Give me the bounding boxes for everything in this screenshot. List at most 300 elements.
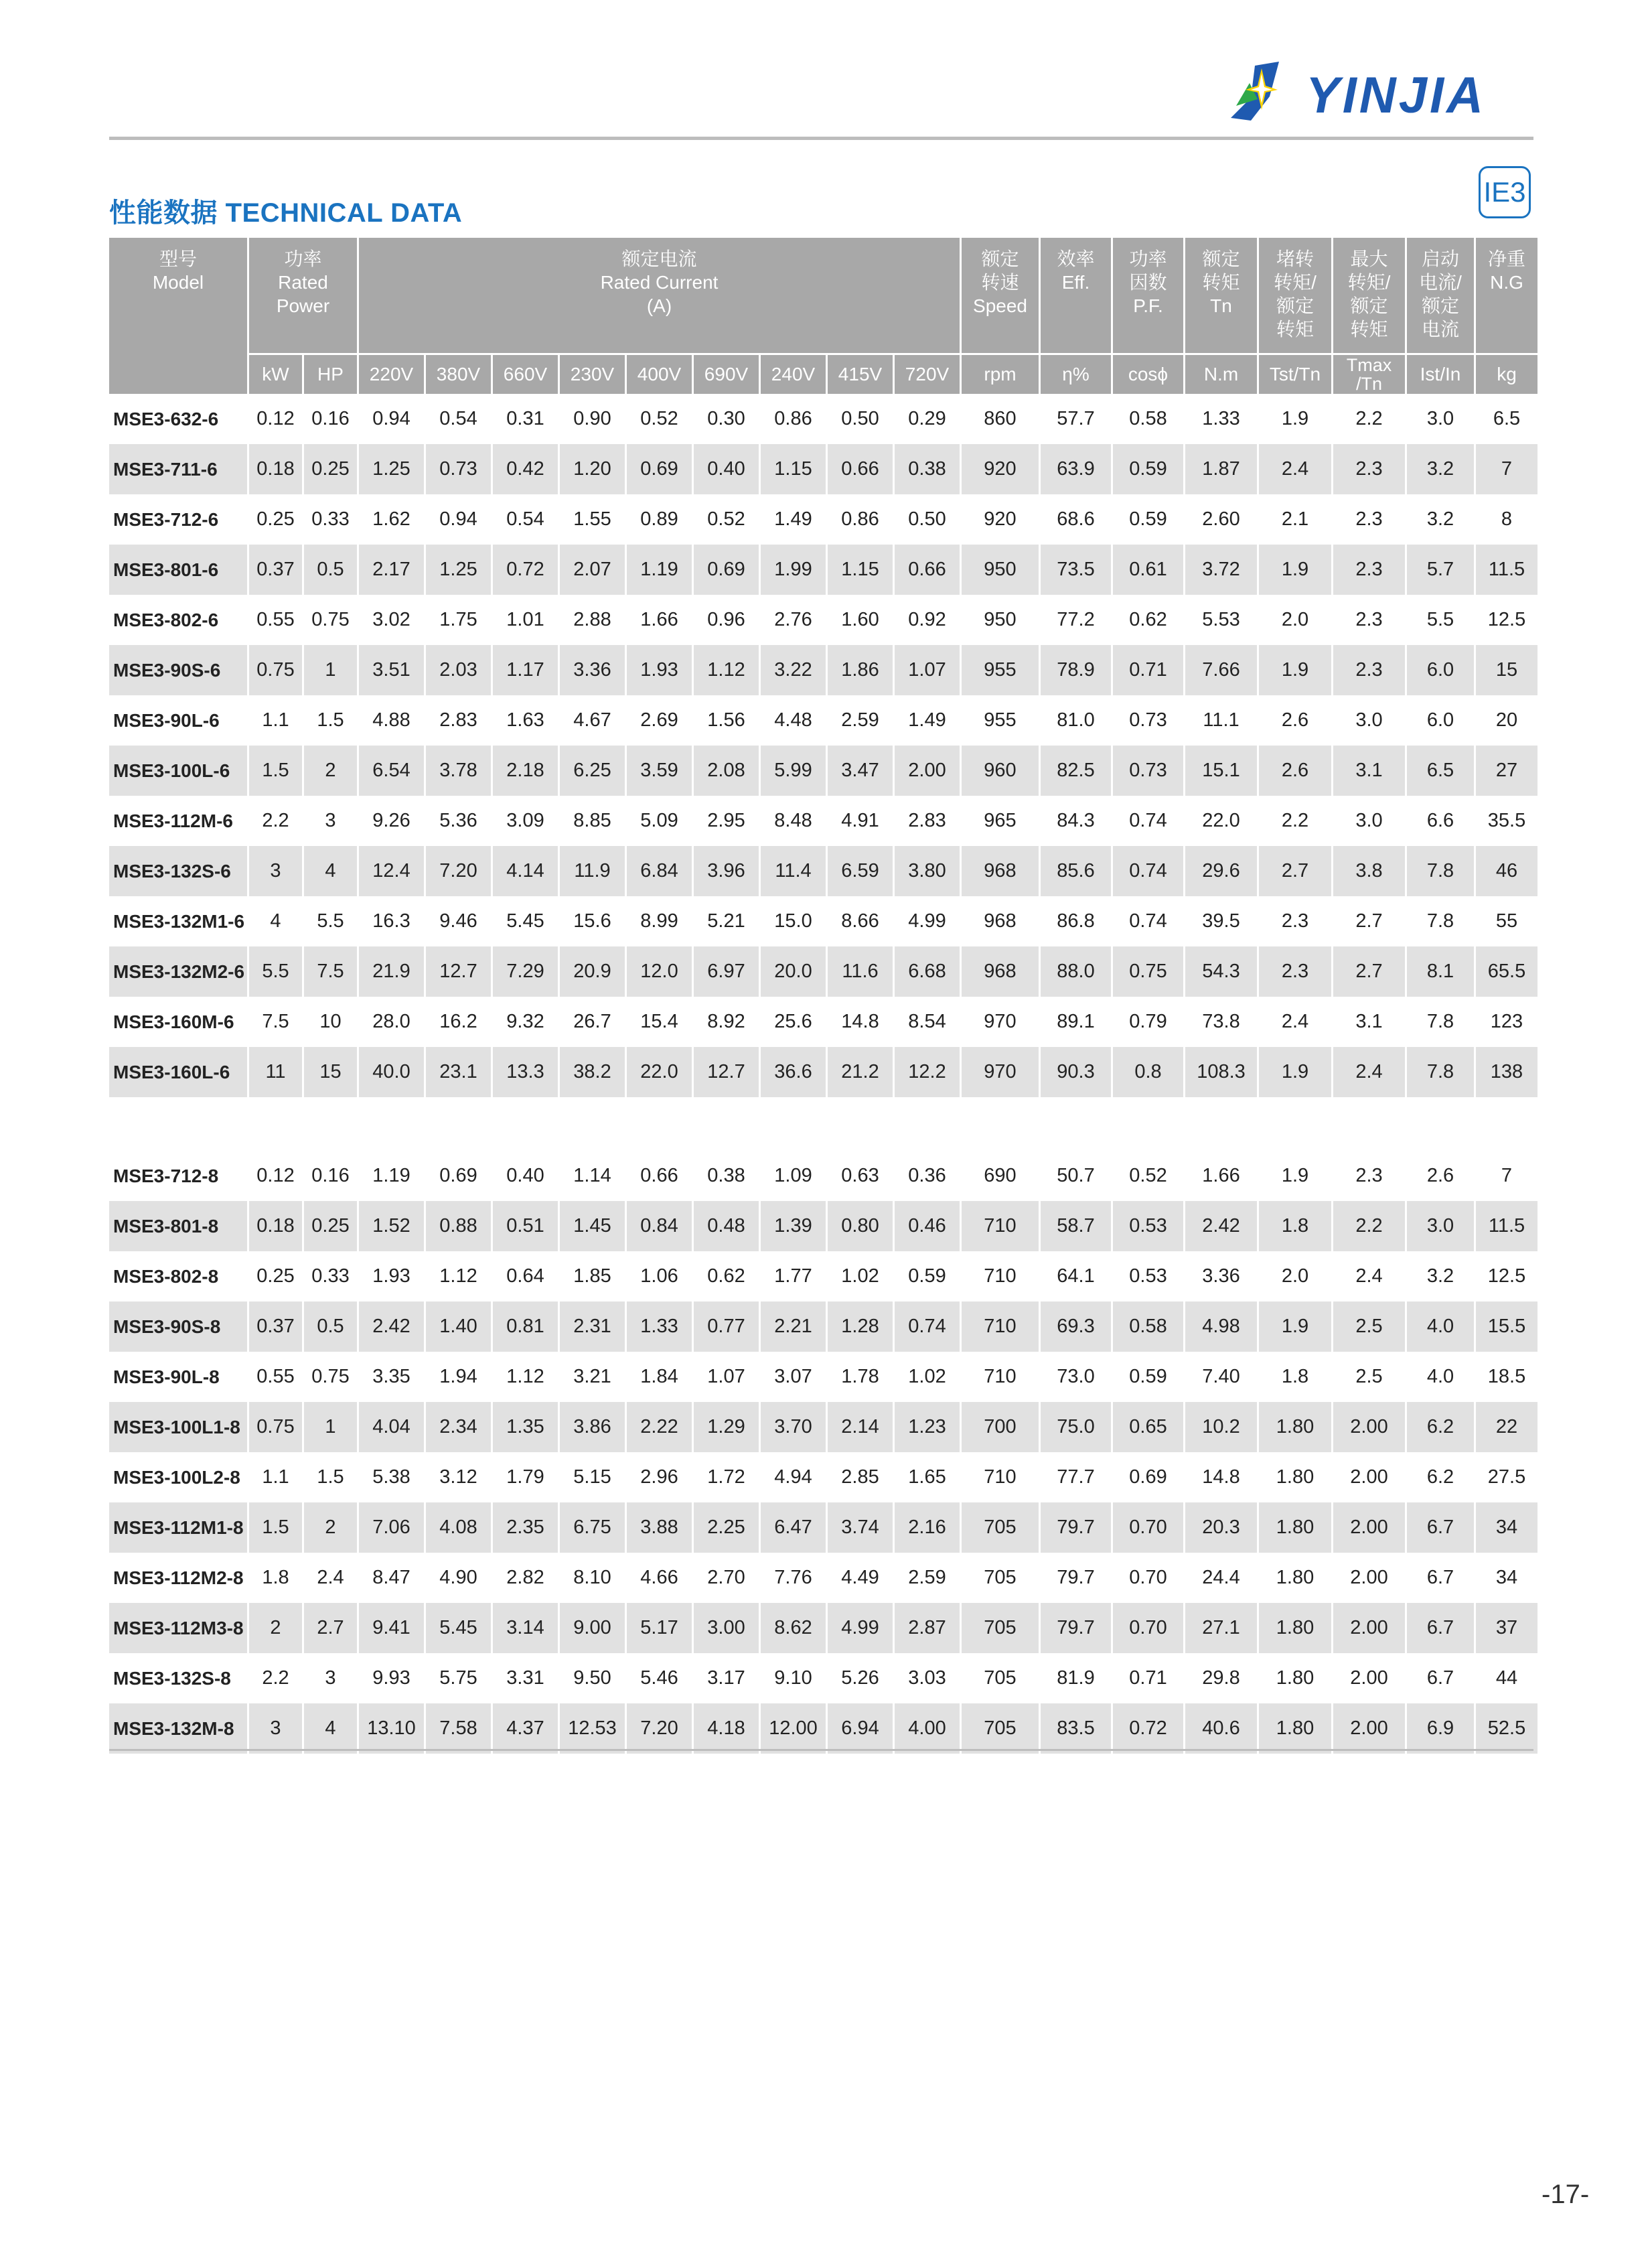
- value-cell: 1.62: [359, 494, 426, 545]
- value-cell: 0.62: [1113, 595, 1185, 645]
- value-cell: 2.00: [1333, 1703, 1407, 1754]
- value-cell: 65.5: [1476, 946, 1537, 997]
- logo-mark-icon: [1231, 62, 1279, 121]
- value-cell: 36.6: [761, 1047, 828, 1097]
- value-cell: 10.2: [1185, 1402, 1259, 1452]
- value-cell: 69.3: [1041, 1301, 1113, 1352]
- model-cell: MSE3-100L2-8: [109, 1452, 249, 1502]
- value-cell: 2.5: [1333, 1301, 1407, 1352]
- value-cell: 6.47: [761, 1502, 828, 1553]
- model-cell: MSE3-90L-8: [109, 1352, 249, 1402]
- value-cell: 20.0: [761, 946, 828, 997]
- value-cell: 0.88: [426, 1201, 493, 1251]
- value-cell: 0.16: [304, 1151, 359, 1201]
- header-torque: 额定 转矩 Tn: [1185, 238, 1259, 353]
- value-cell: 9.46: [426, 896, 493, 946]
- value-cell: 6.7: [1407, 1553, 1476, 1603]
- value-cell: 1.19: [359, 1151, 426, 1201]
- value-cell: 0.75: [249, 645, 304, 695]
- value-cell: 6.5: [1407, 746, 1476, 796]
- value-cell: 0.73: [1113, 746, 1185, 796]
- value-cell: 1.15: [828, 545, 895, 595]
- model-cell: MSE3-132S-6: [109, 846, 249, 896]
- value-cell: 2.17: [359, 545, 426, 595]
- value-cell: 73.5: [1041, 545, 1113, 595]
- value-cell: 0.50: [828, 394, 895, 444]
- table-row: [109, 1352, 1537, 1402]
- value-cell: 11.1: [1185, 695, 1259, 746]
- header-max-torque: 最大 转矩/ 额定 转矩: [1333, 238, 1407, 353]
- value-cell: 3: [249, 1703, 304, 1754]
- value-cell: 79.7: [1041, 1502, 1113, 1553]
- value-cell: 1.5: [249, 746, 304, 796]
- value-cell: 0.75: [249, 1402, 304, 1452]
- value-cell: 0.74: [1113, 796, 1185, 846]
- table-row: [109, 545, 1537, 595]
- value-cell: 2.1: [1259, 494, 1333, 545]
- value-cell: 0.51: [493, 1201, 560, 1251]
- value-cell: 3.72: [1185, 545, 1259, 595]
- model-cell: MSE3-160L-6: [109, 1047, 249, 1097]
- value-cell: 8.1: [1407, 946, 1476, 997]
- value-cell: 2.5: [1333, 1352, 1407, 1402]
- value-cell: 0.75: [304, 595, 359, 645]
- value-cell: 5.5: [249, 946, 304, 997]
- value-cell: 0.66: [627, 1151, 694, 1201]
- model-cell: MSE3-801-6: [109, 545, 249, 595]
- value-cell: 13.3: [493, 1047, 560, 1097]
- value-cell: 1.80: [1259, 1703, 1333, 1754]
- value-cell: 0.42: [493, 444, 560, 494]
- model-cell: MSE3-112M2-8: [109, 1553, 249, 1603]
- model-cell: MSE3-112M-6: [109, 796, 249, 846]
- value-cell: 0.12: [249, 394, 304, 444]
- value-cell: 1.1: [249, 1452, 304, 1502]
- value-cell: 123: [1490, 1011, 1523, 1032]
- value-cell: 11: [249, 1047, 304, 1097]
- value-cell: 4.67: [560, 695, 627, 746]
- value-cell: 25.6: [761, 997, 828, 1047]
- unit-cell: HP: [304, 353, 359, 394]
- value-cell: 3.1: [1333, 746, 1407, 796]
- value-cell: 2.3: [1333, 545, 1407, 595]
- value-cell: 6.2: [1407, 1402, 1476, 1452]
- value-cell: 29.8: [1185, 1653, 1259, 1703]
- value-cell: 2.42: [1185, 1201, 1259, 1251]
- value-cell: 970: [962, 1047, 1041, 1097]
- technical-data-table: [109, 238, 1537, 1754]
- value-cell: 2.7: [1259, 846, 1333, 896]
- value-cell: 3.8: [1333, 846, 1407, 896]
- value-cell: 7.40: [1185, 1352, 1259, 1402]
- unit-cell: cosϕ: [1113, 353, 1185, 394]
- value-cell: 710: [962, 1251, 1041, 1301]
- value-cell: 3.59: [627, 746, 694, 796]
- value-cell: 960: [962, 746, 1041, 796]
- value-cell: 0.37: [249, 1301, 304, 1352]
- yinjia-logo: [1231, 59, 1539, 126]
- value-cell: 2.3: [1259, 896, 1333, 946]
- value-cell: 5.75: [426, 1653, 493, 1703]
- value-cell: 9.41: [359, 1603, 426, 1653]
- value-cell: 138: [1476, 1047, 1537, 1097]
- value-cell: 0.53: [1113, 1201, 1185, 1251]
- value-cell: 3.21: [560, 1352, 627, 1402]
- value-cell: 2.2: [249, 796, 304, 846]
- value-cell: 50.7: [1041, 1151, 1113, 1201]
- value-cell: 0.54: [426, 394, 493, 444]
- value-cell: 10: [304, 997, 359, 1047]
- value-cell: 11.5: [1476, 545, 1537, 595]
- value-cell: 0.72: [493, 545, 560, 595]
- value-cell: 2.87: [895, 1603, 962, 1653]
- value-cell: 4.48: [761, 695, 828, 746]
- value-cell: 0.52: [694, 494, 761, 545]
- model-cell: MSE3-90S-6: [109, 645, 249, 695]
- value-cell: 52.5: [1476, 1703, 1537, 1754]
- value-cell: 3.14: [493, 1603, 560, 1653]
- value-cell: 7.20: [627, 1703, 694, 1754]
- value-cell: 5.26: [828, 1653, 895, 1703]
- value-cell: 1.09: [761, 1151, 828, 1201]
- value-cell: 2: [304, 1502, 359, 1553]
- value-cell: 90.3: [1041, 1047, 1113, 1097]
- value-cell: 3.1: [1333, 997, 1407, 1047]
- value-cell: 920: [962, 494, 1041, 545]
- value-cell: 77.2: [1041, 595, 1113, 645]
- value-cell: 8.47: [359, 1553, 426, 1603]
- value-cell: 1.07: [694, 1352, 761, 1402]
- value-cell: 920: [962, 444, 1041, 494]
- value-cell: 2.4: [304, 1553, 359, 1603]
- value-cell: 4.90: [426, 1553, 493, 1603]
- value-cell: 5.7: [1407, 545, 1476, 595]
- value-cell: 6.75: [560, 1502, 627, 1553]
- value-cell: 5.17: [627, 1603, 694, 1653]
- value-cell: 2.00: [1333, 1653, 1407, 1703]
- value-cell: 955: [962, 695, 1041, 746]
- spacer-cell: [109, 1097, 1537, 1151]
- value-cell: 16.3: [359, 896, 426, 946]
- value-cell: 1.33: [1185, 394, 1259, 444]
- value-cell: 1.12: [426, 1251, 493, 1301]
- value-cell: 690: [962, 1151, 1041, 1201]
- value-cell: 38.2: [560, 1047, 627, 1097]
- value-cell: 5.45: [493, 896, 560, 946]
- value-cell: 1.19: [627, 545, 694, 595]
- value-cell: 0.61: [1113, 545, 1185, 595]
- model-cell: MSE3-112M1-8: [109, 1502, 249, 1553]
- model-cell: MSE3-100L-6: [109, 746, 249, 796]
- value-cell: 0.69: [426, 1151, 493, 1201]
- value-cell: 2.00: [1333, 1402, 1407, 1452]
- model-cell: MSE3-711-6: [109, 444, 249, 494]
- value-cell: 3.2: [1407, 444, 1476, 494]
- value-cell: 1.5: [304, 1452, 359, 1502]
- unit-cell: 690V: [694, 353, 761, 394]
- value-cell: 2.34: [426, 1402, 493, 1452]
- value-cell: 0.89: [627, 494, 694, 545]
- value-cell: 1.02: [895, 1352, 962, 1402]
- value-cell: 7.58: [426, 1703, 493, 1754]
- table-row: [109, 1553, 1537, 1603]
- value-cell: 9.32: [493, 997, 560, 1047]
- value-cell: 75.0: [1041, 1402, 1113, 1452]
- table-row: [109, 494, 1537, 545]
- value-cell: 81.0: [1041, 695, 1113, 746]
- value-cell: 3: [249, 846, 304, 896]
- value-cell: 1.28: [828, 1301, 895, 1352]
- value-cell: 4.91: [828, 796, 895, 846]
- value-cell: 3.96: [694, 846, 761, 896]
- value-cell: 1.86: [828, 645, 895, 695]
- page-number: -17-: [1542, 2180, 1590, 2209]
- value-cell: 0.80: [828, 1201, 895, 1251]
- value-cell: 1.80: [1259, 1502, 1333, 1553]
- value-cell: 20.3: [1185, 1502, 1259, 1553]
- value-cell: 27: [1476, 746, 1537, 796]
- value-cell: 1.20: [560, 444, 627, 494]
- value-cell: 46: [1476, 846, 1537, 896]
- value-cell: 7.8: [1407, 997, 1476, 1047]
- model-cell: MSE3-132M2-6: [109, 946, 249, 997]
- table-row: [109, 1502, 1537, 1553]
- value-cell: 0.66: [895, 545, 962, 595]
- value-cell: 0.55: [249, 1352, 304, 1402]
- value-cell: 1.01: [493, 595, 560, 645]
- value-cell: 68.6: [1041, 494, 1113, 545]
- value-cell: 1.56: [694, 695, 761, 746]
- value-cell: 1.07: [895, 645, 962, 695]
- value-cell: 0.25: [249, 1251, 304, 1301]
- value-cell: 0.36: [895, 1151, 962, 1201]
- value-cell: 0.74: [1113, 896, 1185, 946]
- value-cell: 8.99: [627, 896, 694, 946]
- value-cell: 3.35: [359, 1352, 426, 1402]
- value-cell: 8.66: [828, 896, 895, 946]
- value-cell: 23.1: [426, 1047, 493, 1097]
- value-cell: 1.23: [895, 1402, 962, 1452]
- value-cell: 6.9: [1407, 1703, 1476, 1754]
- value-cell: 81.9: [1041, 1653, 1113, 1703]
- unit-cell: 660V: [493, 353, 560, 394]
- value-cell: 0.77: [694, 1301, 761, 1352]
- value-cell: 2.00: [1333, 1553, 1407, 1603]
- value-cell: 40.0: [359, 1047, 426, 1097]
- value-cell: 1.5: [249, 1502, 304, 1553]
- value-cell: 4.04: [359, 1402, 426, 1452]
- value-cell: 2.42: [359, 1301, 426, 1352]
- value-cell: 86.8: [1041, 896, 1113, 946]
- value-cell: 1.9: [1259, 394, 1333, 444]
- value-cell: 2.35: [493, 1502, 560, 1553]
- value-cell: 0.29: [895, 394, 962, 444]
- value-cell: 2.6: [1407, 1151, 1476, 1201]
- value-cell: 0.58: [1113, 1301, 1185, 1352]
- value-cell: 1.15: [761, 444, 828, 494]
- value-cell: 5.99: [761, 746, 828, 796]
- value-cell: 40.6: [1185, 1703, 1259, 1754]
- value-cell: 6.59: [828, 846, 895, 896]
- value-cell: 1.65: [895, 1452, 962, 1502]
- model-cell: MSE3-712-6: [109, 494, 249, 545]
- value-cell: 2.00: [895, 746, 962, 796]
- value-cell: 11.5: [1476, 1201, 1537, 1251]
- value-cell: 4: [304, 846, 359, 896]
- value-cell: 970: [962, 997, 1041, 1047]
- value-cell: 63.9: [1041, 444, 1113, 494]
- value-cell: 3.12: [426, 1452, 493, 1502]
- value-cell: 12.5: [1487, 609, 1526, 630]
- value-cell: 1.87: [1185, 444, 1259, 494]
- value-cell: 1.77: [761, 1251, 828, 1301]
- value-cell: 705: [962, 1553, 1041, 1603]
- header-rule: [109, 137, 1533, 140]
- value-cell: 20: [1495, 709, 1518, 731]
- value-cell: 82.5: [1041, 746, 1113, 796]
- value-cell: 83.5: [1041, 1703, 1113, 1754]
- value-cell: 1.9: [1259, 645, 1333, 695]
- value-cell: 3.03: [895, 1653, 962, 1703]
- value-cell: 0.86: [761, 394, 828, 444]
- value-cell: 4.99: [828, 1603, 895, 1653]
- unit-cell: 720V: [895, 353, 962, 394]
- value-cell: 2.14: [828, 1402, 895, 1452]
- unit-cell: rpm: [962, 353, 1041, 394]
- value-cell: 0.92: [895, 595, 962, 645]
- header-eff: 效率 Eff.: [1041, 238, 1113, 353]
- value-cell: 5.45: [426, 1603, 493, 1653]
- value-cell: 12.00: [761, 1703, 828, 1754]
- value-cell: 0.64: [493, 1251, 560, 1301]
- value-cell: 7.29: [493, 946, 560, 997]
- value-cell: 0.94: [359, 394, 426, 444]
- value-cell: 2.3: [1259, 946, 1333, 997]
- value-cell: 1.9: [1259, 1301, 1333, 1352]
- unit-cell: 230V: [560, 353, 627, 394]
- value-cell: 0.70: [1113, 1553, 1185, 1603]
- value-cell: 1.17: [493, 645, 560, 695]
- value-cell: 0.12: [249, 1151, 304, 1201]
- value-cell: 0.73: [426, 444, 493, 494]
- value-cell: 0.40: [694, 444, 761, 494]
- value-cell: 2.3: [1333, 595, 1407, 645]
- value-cell: 4.99: [895, 896, 962, 946]
- unit-cell: Tmax /Tn: [1333, 353, 1407, 394]
- value-cell: 20.9: [560, 946, 627, 997]
- value-cell: 6.25: [560, 746, 627, 796]
- value-cell: 1.8: [249, 1553, 304, 1603]
- value-cell: 3.00: [694, 1603, 761, 1653]
- value-cell: 3.02: [359, 595, 426, 645]
- value-cell: 0.38: [694, 1151, 761, 1201]
- value-cell: 39.5: [1185, 896, 1259, 946]
- model-cell: MSE3-160M-6: [109, 997, 249, 1047]
- value-cell: 0.37: [249, 545, 304, 595]
- value-cell: 0.16: [304, 394, 359, 444]
- value-cell: 0.79: [1113, 997, 1185, 1047]
- value-cell: 1.93: [359, 1251, 426, 1301]
- unit-cell: 380V: [426, 353, 493, 394]
- value-cell: 2.3: [1333, 444, 1407, 494]
- value-cell: 2.3: [1333, 1151, 1407, 1201]
- value-cell: 8.54: [895, 997, 962, 1047]
- table-row: [109, 1301, 1537, 1352]
- header-rated-power: 功率 Rated Power: [249, 238, 359, 353]
- value-cell: 3.22: [761, 645, 828, 695]
- value-cell: 15.5: [1476, 1301, 1537, 1352]
- header-speed: 额定 转速 Speed: [962, 238, 1041, 353]
- model-cell: MSE3-802-6: [109, 595, 249, 645]
- value-cell: 6.7: [1407, 1653, 1476, 1703]
- header-row-units: [109, 353, 1537, 394]
- value-cell: 1.84: [627, 1352, 694, 1402]
- value-cell: 2.59: [828, 695, 895, 746]
- value-cell: 7.66: [1185, 645, 1259, 695]
- value-cell: 2.85: [828, 1452, 895, 1502]
- value-cell: 8.92: [694, 997, 761, 1047]
- model-cell: MSE3-802-8: [109, 1251, 249, 1301]
- value-cell: 12.7: [694, 1047, 761, 1097]
- logo-wordmark: YINJIA: [1306, 67, 1486, 124]
- value-cell: 0.81: [493, 1301, 560, 1352]
- value-cell: 2.00: [1333, 1452, 1407, 1502]
- value-cell: 2.3: [1333, 494, 1407, 545]
- value-cell: 3.88: [627, 1502, 694, 1553]
- value-cell: 4.66: [627, 1553, 694, 1603]
- value-cell: 1.39: [761, 1201, 828, 1251]
- value-cell: 79.7: [1041, 1603, 1113, 1653]
- value-cell: 4.18: [694, 1703, 761, 1754]
- model-cell: MSE3-112M3-8: [109, 1603, 249, 1653]
- value-cell: 21.2: [828, 1047, 895, 1097]
- value-cell: 0.69: [1113, 1452, 1185, 1502]
- value-cell: 2.03: [426, 645, 493, 695]
- value-cell: 79.7: [1041, 1553, 1113, 1603]
- value-cell: 77.7: [1041, 1452, 1113, 1502]
- value-cell: 12.2: [895, 1047, 962, 1097]
- value-cell: 0.59: [1113, 494, 1185, 545]
- value-cell: 108.3: [1185, 1047, 1259, 1097]
- value-cell: 1.85: [560, 1251, 627, 1301]
- value-cell: 1.40: [426, 1301, 493, 1352]
- value-cell: 2.7: [1333, 896, 1407, 946]
- value-cell: 6.5: [1493, 408, 1521, 429]
- unit-cell: 240V: [761, 353, 828, 394]
- value-cell: 2.21: [761, 1301, 828, 1352]
- value-cell: 950: [962, 545, 1041, 595]
- value-cell: 0.59: [895, 1251, 962, 1301]
- value-cell: 2.96: [627, 1452, 694, 1502]
- value-cell: 15.6: [560, 896, 627, 946]
- value-cell: 3.31: [493, 1653, 560, 1703]
- value-cell: 4: [304, 1703, 359, 1754]
- table-row: [109, 695, 1537, 746]
- value-cell: 28.0: [359, 997, 426, 1047]
- value-cell: 8.10: [560, 1553, 627, 1603]
- unit-cell: kg: [1476, 353, 1537, 394]
- value-cell: 2.4: [1333, 1047, 1407, 1097]
- value-cell: 0.38: [895, 444, 962, 494]
- value-cell: 4.08: [426, 1502, 493, 1553]
- value-cell: 2.83: [895, 796, 962, 846]
- value-cell: 1.93: [627, 645, 694, 695]
- value-cell: 0.52: [1113, 1151, 1185, 1201]
- value-cell: 0.53: [1113, 1251, 1185, 1301]
- value-cell: 44: [1495, 1667, 1518, 1689]
- value-cell: 705: [962, 1703, 1041, 1754]
- value-cell: 1.80: [1259, 1553, 1333, 1603]
